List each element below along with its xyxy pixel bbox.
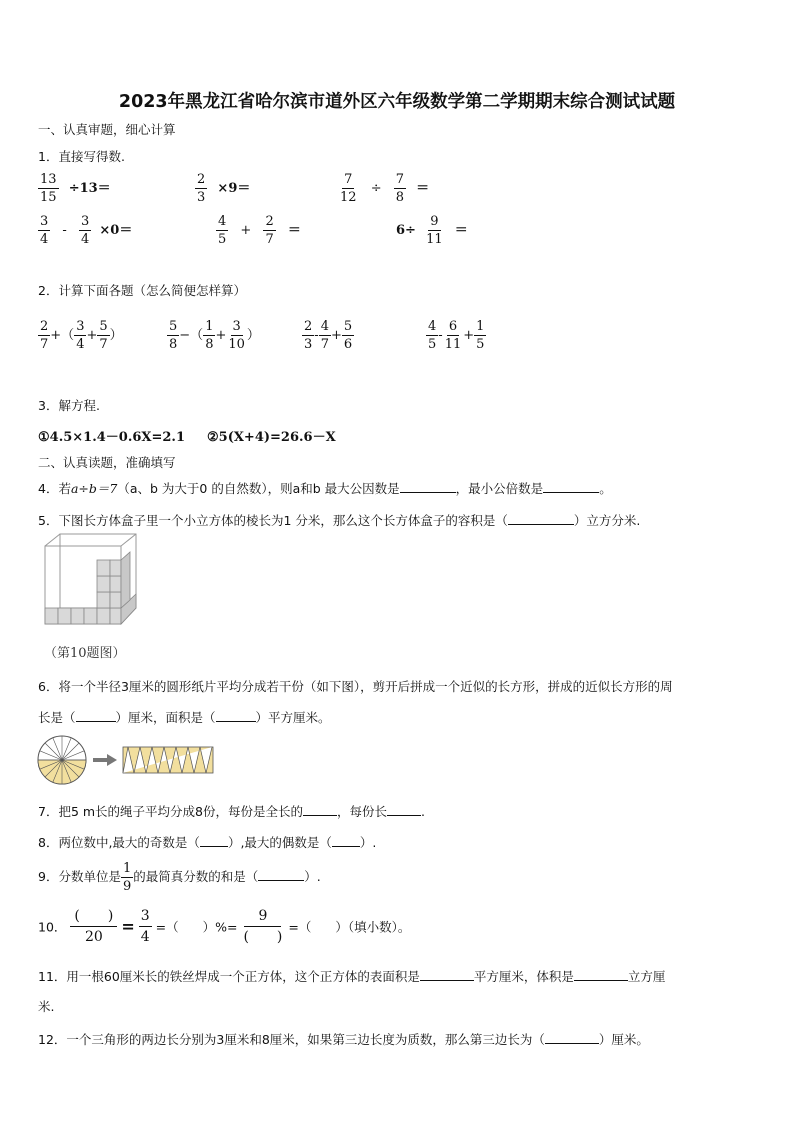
q2-expr-2: $\frac{5}{8}$ −（ $\frac{1}{8}$ + $\frac{3}{10}$ ） — [169, 319, 260, 352]
question-9: 9．分数单位是 $\frac{1}{9}$ 的最简真分数的和是（ ）. — [38, 861, 321, 894]
q1-item-2: $\frac{2}{3}$ ×9＝ — [197, 172, 251, 205]
q2-expr-3: $\frac{2}{3}$ - $\frac{4}{7}$ + $\frac{5}{6}$ — [304, 319, 353, 352]
q3-equation-1: ①4.5×1.4－0.6X=2.1 — [38, 430, 185, 445]
question-3-label: 3．解方程. — [38, 398, 100, 413]
question-7: 7．把5 m长的绳子平均分成8份，每份是全长的 ，每份长 . — [38, 804, 426, 819]
question-1-label: 1．直接写得数. — [38, 149, 125, 164]
question-6-line-1: 6．将一个半径3厘米的圆形纸片平均分成若干份（如下图），剪开后拼成一个近似的长方形，拼成的近似长方形的周 — [38, 679, 673, 694]
cuboid-box-figure — [40, 530, 140, 630]
section-heading-1: 一、认真审题，细心计算 — [38, 122, 176, 137]
q1-item-5: $\frac{4}{5}$ + $\frac{2}{7}$ ＝ — [218, 214, 301, 247]
question-11-line-1: 11．用一根60厘米长的铁丝焊成一个正方体，这个正方体的表面积是 平方厘米，体积是 立方厘 — [38, 969, 666, 984]
question-8: 8．两位数中,最大的奇数是（ ）,最大的偶数是（ ）. — [38, 835, 377, 850]
question-12: 12．一个三角形的两边长分别为3厘米和8厘米，如果第三边长度为质数，那么第三边长为（ ）厘米。 — [38, 1032, 649, 1047]
q1-item-6: 6÷ $\frac{9}{11}$ ＝ — [396, 214, 468, 247]
question-10: 10． $\frac{( )}{20}$ = $\frac{3}{4}$ =（ ）%= $\frac{9}{( )}$ =（ ）（填小数）。 — [38, 908, 411, 945]
question-6-line-2: 长是（ ）厘米，面积是（ ）平方厘米。 — [38, 710, 331, 725]
q2-expr-1: $\frac{2}{7}$ +（ $\frac{3}{4}$ + $\frac{5}{7}$ ） — [40, 319, 123, 352]
figure-caption: （第10题图） — [44, 646, 126, 661]
q1-item-1: $\frac{13}{15}$ ÷13＝ — [40, 172, 111, 205]
section-heading-2: 二、认真读题，准确填写 — [38, 455, 176, 470]
question-11-line-2: 米. — [38, 999, 55, 1014]
q2-expr-4: $\frac{4}{5}$ - $\frac{6}{11}$ + $\frac{1}{5}$ — [428, 319, 485, 352]
q1-item-4: $\frac{3}{4}$ - $\frac{3}{4}$ ×0＝ — [40, 214, 133, 247]
question-4: 4．若a÷b＝7（a、b 为大于0 的自然数），则a和b 最大公因数是 ，最小公倍数是 。 — [38, 481, 612, 496]
q3-equation-2: ②5(X+4)=26.6－X — [207, 430, 336, 445]
circle-to-rectangle-figure — [37, 735, 217, 785]
page-title: 2023年黑龙江省哈尔滨市道外区六年级数学第二学期期末综合测试试题 — [118, 92, 676, 112]
question-5: 5．下图长方体盒子里一个小立方体的棱长为1 分米，那么这个长方体盒子的容积是（ ）立方分米. — [38, 513, 641, 528]
question-2-label: 2．计算下面各题（怎么简便怎样算） — [38, 283, 246, 298]
q1-item-3: $\frac{7}{12}$ ÷ $\frac{7}{8}$ ＝ — [340, 172, 430, 205]
